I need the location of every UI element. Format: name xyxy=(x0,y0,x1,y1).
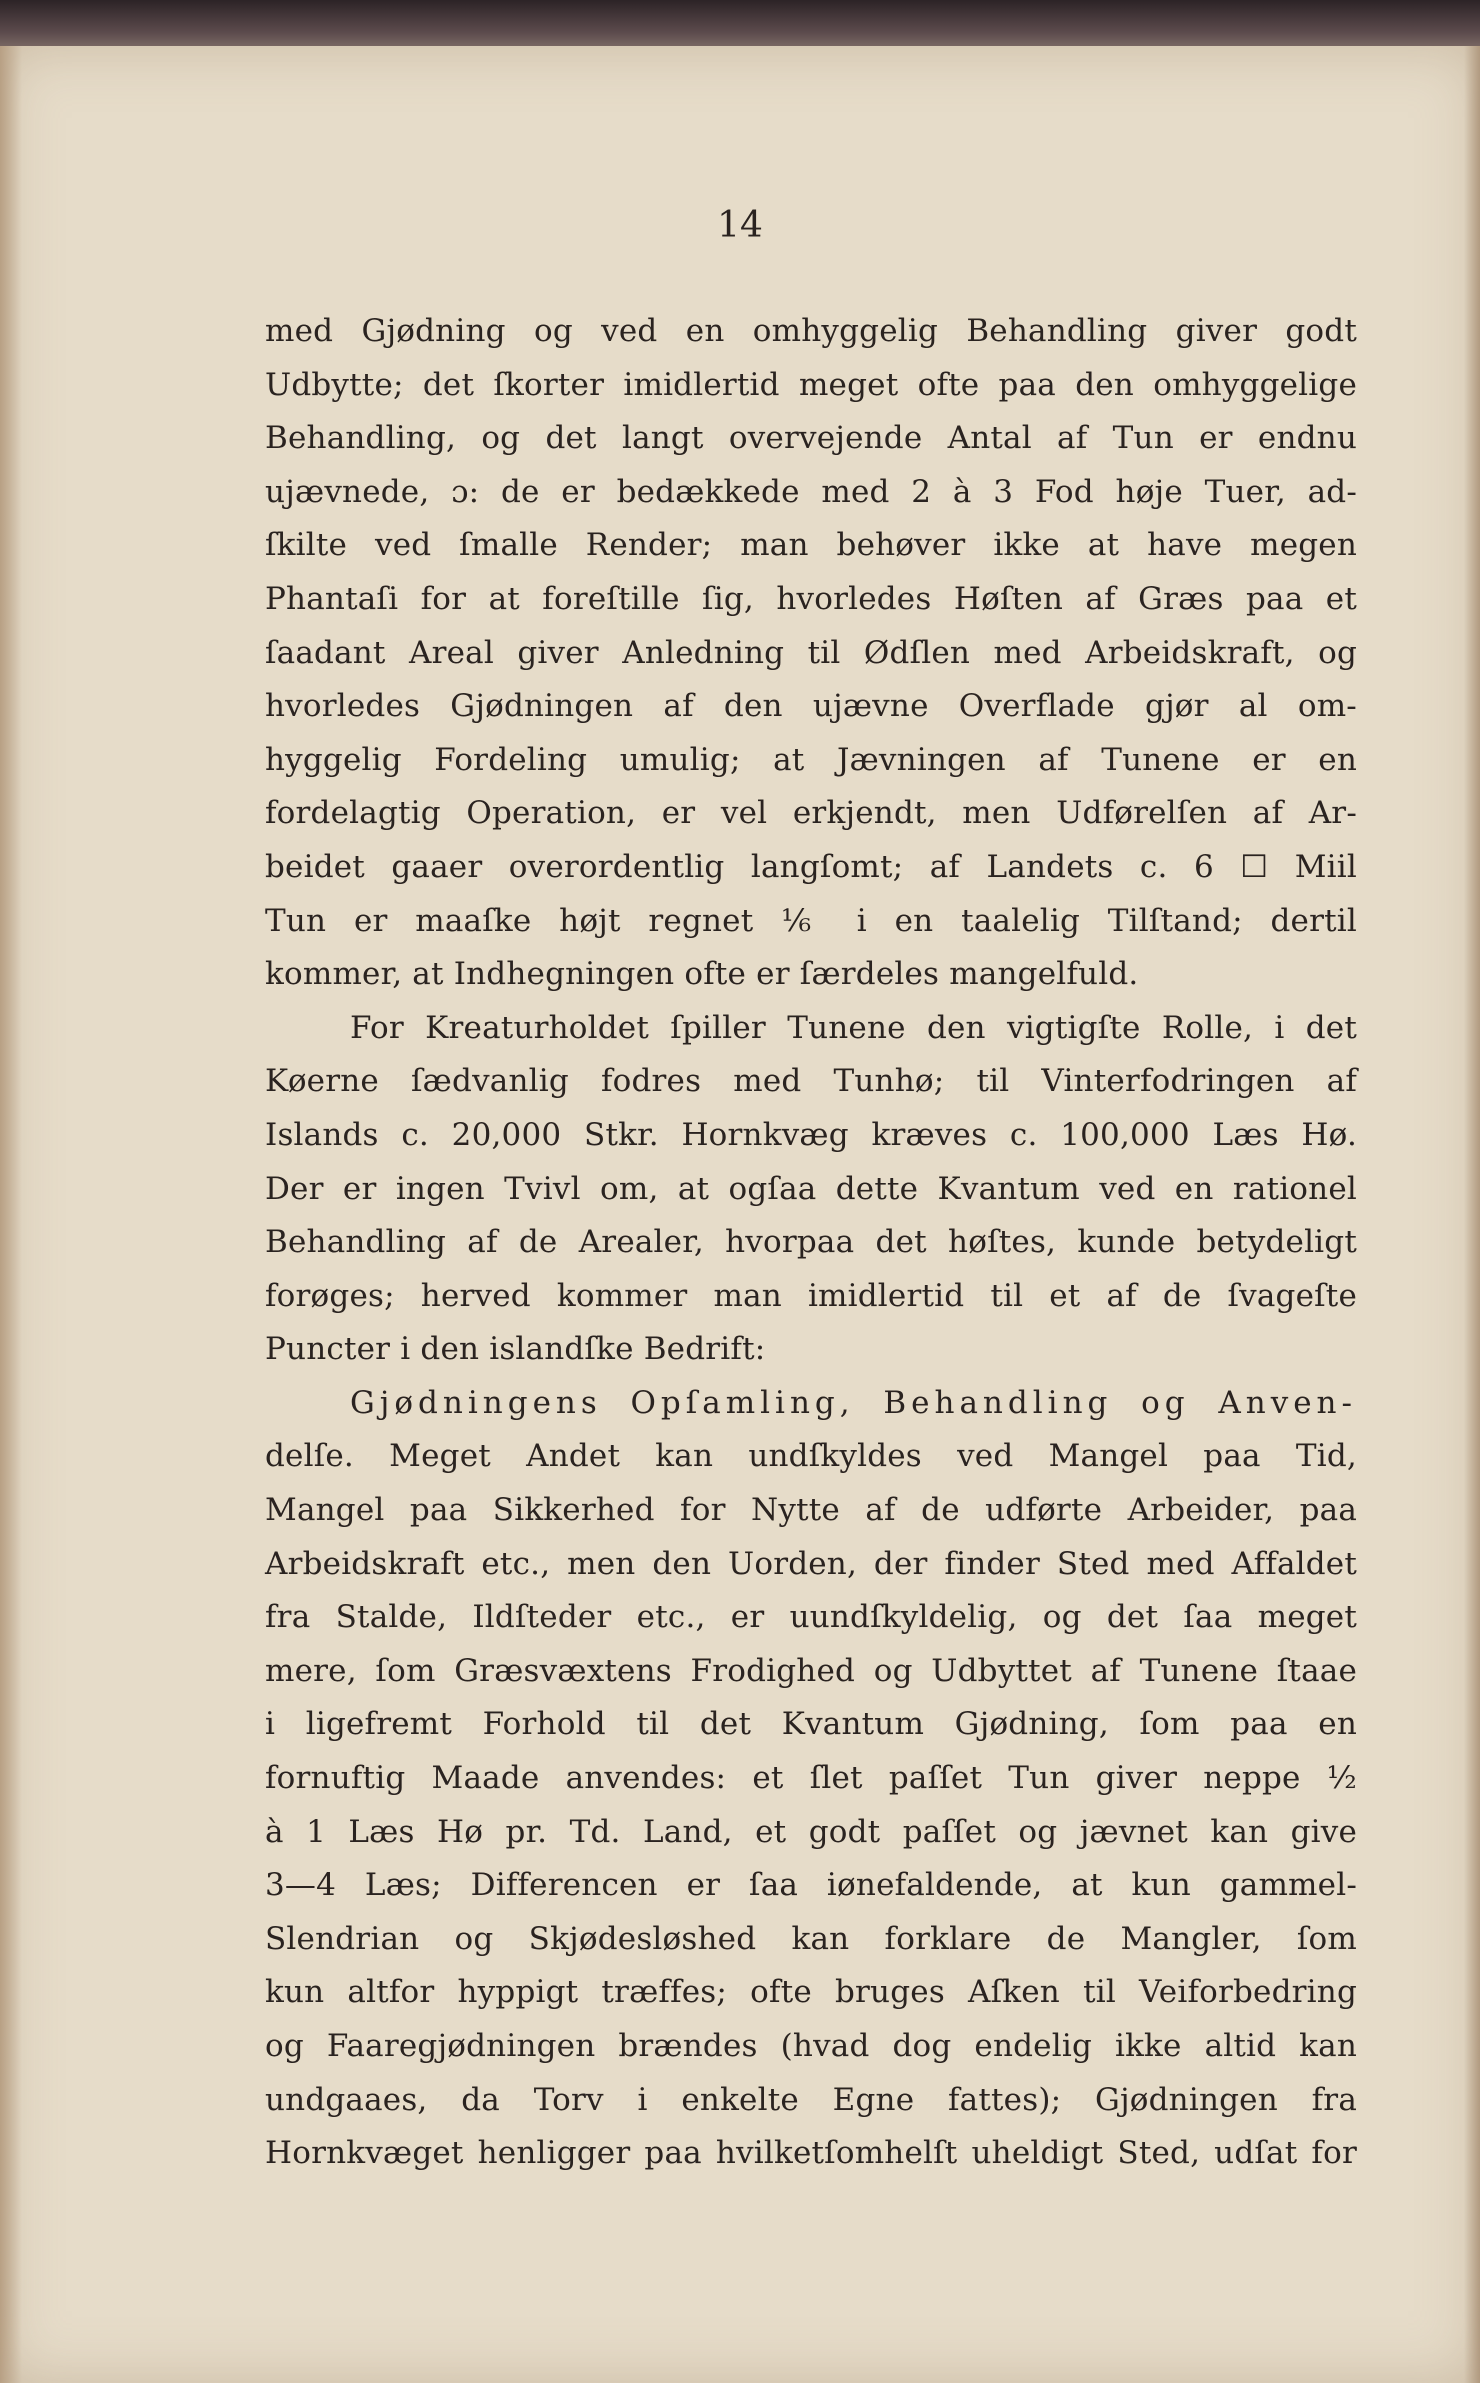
text-line: fra Stalde, Ildſteder etc., er uundſkyldelig, og det ſaa meget xyxy=(265,1599,1357,1636)
text-line: ſkilte ved ſmalle Render; man behøver ikke at have megen xyxy=(265,527,1357,564)
text-line: hyggelig Fordeling umulig; at Jævningen af Tunene er en xyxy=(265,741,1357,778)
text-line: Behandling af de Arealer, hvorpaa det høſtes, kunde betydeligt xyxy=(265,1224,1357,1261)
page-right-edge xyxy=(1464,46,1480,2383)
text-line: à 1 Læs Hø pr. Td. Land, et godt paſſet og jævnet kan give xyxy=(265,1813,1357,1850)
text-line: beidet gaaer overordentlig langſomt; af Landets c. 6 ☐ Miil xyxy=(265,848,1357,885)
text-line: fornuftig Maade anvendes: et ſlet paſſet Tun giver neppe ½ xyxy=(265,1760,1357,1797)
text-line: For Kreaturholdet ſpiller Tunene den vigtigſte Rolle, i det xyxy=(350,1009,1357,1046)
text-line: Phantaſi for at foreſtille ſig, hvorledes Høſten af Græs paa et xyxy=(265,580,1357,617)
text-line: delſe. Meget Andet kan undſkyldes ved Mangel paa Tid, xyxy=(265,1438,1357,1475)
text-line: hvorledes Gjødningen af den ujævne Overflade gjør al om- xyxy=(265,688,1357,725)
text-line: ſaadant Areal giver Anledning til Ødſlen med Arbeidskraft, og xyxy=(265,634,1357,671)
text-line: undgaaes, da Torv i enkelte Egne fattes); Gjødningen fra xyxy=(265,2081,1357,2118)
text-line: Slendrian og Skjødesløshed kan forklare de Mangler, ſom xyxy=(265,1920,1357,1957)
text-line: Køerne ſædvanlig fodres med Tunhø; til Vinterfodringen af xyxy=(265,1063,1357,1100)
text-line: 3—4 Læs; Differencen er ſaa iønefaldende, at kun gammel- xyxy=(265,1867,1357,1904)
section-heading-line: Gjødningens Opſamling, Behandling og Anven- xyxy=(350,1384,1357,1421)
text-line: Arbeidskraft etc., men den Uorden, der finder Sted med Affaldet xyxy=(265,1545,1357,1582)
text-line: Hornkvæget henligger paa hvilketſomhelſt uheldigt Sted, udſat for xyxy=(265,2135,1357,2172)
text-line: Behandling, og det langt overvejende Antal af Tun er endnu xyxy=(265,420,1357,457)
body-text xyxy=(265,305,1357,2181)
text-line: Mangel paa Sikkerhed for Nytte af de udførte Arbeider, paa xyxy=(265,1492,1357,1529)
text-line: mere, ſom Græsvæxtens Frodighed og Udbyttet af Tunene ſtaae xyxy=(265,1652,1357,1689)
text-line: med Gjødning og ved en omhyggelig Behandling giver godt xyxy=(265,313,1357,349)
text-line: Puncter i den islandſke Bedrift: xyxy=(265,1331,766,1368)
text-line: forøges; herved kommer man imidlertid til et af de ſvageſte xyxy=(265,1277,1357,1314)
text-line: Udbytte; det ſkorter imidlertid meget ofte paa den omhyggelige xyxy=(265,366,1357,403)
text-line: og Faaregjødningen brændes (hvad dog endelig ikke altid kan xyxy=(265,2028,1357,2064)
text-line: ujævnede, ɔ: de er bedækkede med 2 à 3 Fod høje Tuer, ad- xyxy=(265,473,1357,510)
text-line: Islands c. 20,000 Stkr. Hornkvæg kræves c. 100,000 Læs Hø. xyxy=(265,1116,1357,1153)
text-line: kommer, at Indhegningen ofte er ſærdeles mangelfuld. xyxy=(265,956,1139,993)
page-number: 14 xyxy=(717,205,763,246)
text-line: fordelagtig Operation, er vel erkjendt, men Udførelſen af Ar- xyxy=(265,795,1357,832)
text-line: kun altfor hyppigt træffes; ofte bruges Aſken til Veiforbedring xyxy=(265,1974,1357,2011)
text-line: Tun er maaſke højt regnet ⅙ i en taalelig Tilſtand; dertil xyxy=(265,902,1357,939)
text-line: Der er ingen Tvivl om, at ogſaa dette Kvantum ved en rationel xyxy=(265,1170,1357,1207)
text-line: i ligefremt Forhold til det Kvantum Gjødning, ſom paa en xyxy=(265,1706,1357,1743)
